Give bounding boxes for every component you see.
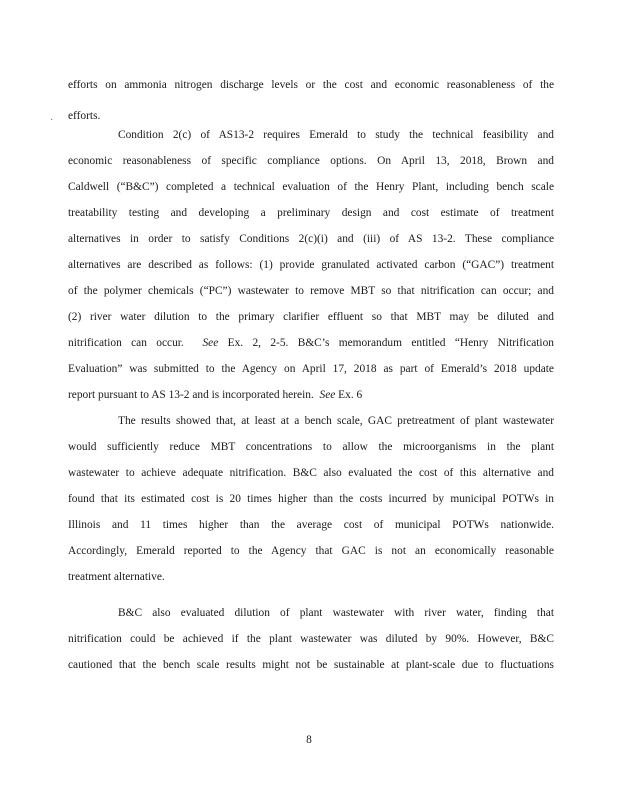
text-line: would sufficiently reduce MBT concentrations to allow the microorganisms in the plant: [68, 441, 554, 453]
text-line-with-citation: [68, 336, 554, 350]
text-line: Caldwell (“B&C”) completed a technical evaluation of the Henry Plant, including bench scale: [68, 181, 554, 193]
text-line: efforts.: [68, 110, 101, 122]
text-line: economic reasonableness of specific compliance options. On April 13, 2018, Brown and: [68, 155, 554, 167]
margin-mark: ˙: [50, 118, 54, 129]
text-line: wastewater to achieve adequate nitrification. B&C also evaluated the cost of this alternative and: [68, 467, 554, 479]
text-segment: report pursuant to AS 13-2 and is incorporated herein.: [68, 389, 314, 401]
text-line: Accordingly, Emerald reported to the Agency that GAC is not an economically reasonable: [68, 545, 554, 557]
citation-text: Ex. 2, 2-5. B&C’s memorandum entitled “Henry Nitrification: [218, 337, 554, 349]
see-signal: See: [319, 389, 336, 401]
text-line: efforts on ammonia nitrogen discharge levels or the cost and economic reasonableness of the: [68, 79, 554, 91]
text-line: (2) river water dilution to the primary clarifier effluent so that MBT may be diluted and: [68, 311, 554, 323]
text-line: alternatives are described as follows: (1) provide granulated activated carbon (“GAC”) treatment: [68, 259, 554, 271]
see-signal: See: [202, 337, 219, 349]
text-line: treatment alternative.: [68, 571, 165, 583]
text-line: of the polymer chemicals (“PC”) wastewater to remove MBT so that nitrification can occur; and: [68, 285, 554, 297]
text-line: nitrification could be achieved if the plant wastewater was diluted by 90%. However, B&C: [68, 633, 554, 645]
citation-text: Ex. 6: [335, 389, 363, 401]
text-line: The results showed that, at least at a bench scale, GAC pretreatment of plant wastewater: [118, 415, 554, 427]
text-line-with-citation: [68, 388, 554, 402]
text-line: Condition 2(c) of AS13-2 requires Emerald to study the technical feasibility and: [118, 129, 554, 141]
text-line: alternatives in order to satisfy Conditions 2(c)(i) and (iii) of AS 13-2. These compliance: [68, 233, 554, 245]
text-line: B&C also evaluated dilution of plant wastewater with river water, finding that: [118, 607, 554, 619]
text-segment: nitrification can occur.: [68, 337, 184, 349]
text-line: cautioned that the bench scale results might not be sustainable at plant-scale due to fluctuations: [68, 659, 554, 671]
text-line: Illinois and 11 times higher than the average cost of municipal POTWs nationwide.: [68, 519, 554, 531]
text-line: found that its estimated cost is 20 times higher than the costs incurred by municipal POTWs in: [68, 493, 554, 505]
text-line: Evaluation” was submitted to the Agency on April 17, 2018 as part of Emerald’s 2018 update: [68, 363, 554, 375]
text-line: treatability testing and developing a preliminary design and cost estimate of treatment: [68, 207, 554, 219]
page-number: 8: [306, 734, 312, 746]
